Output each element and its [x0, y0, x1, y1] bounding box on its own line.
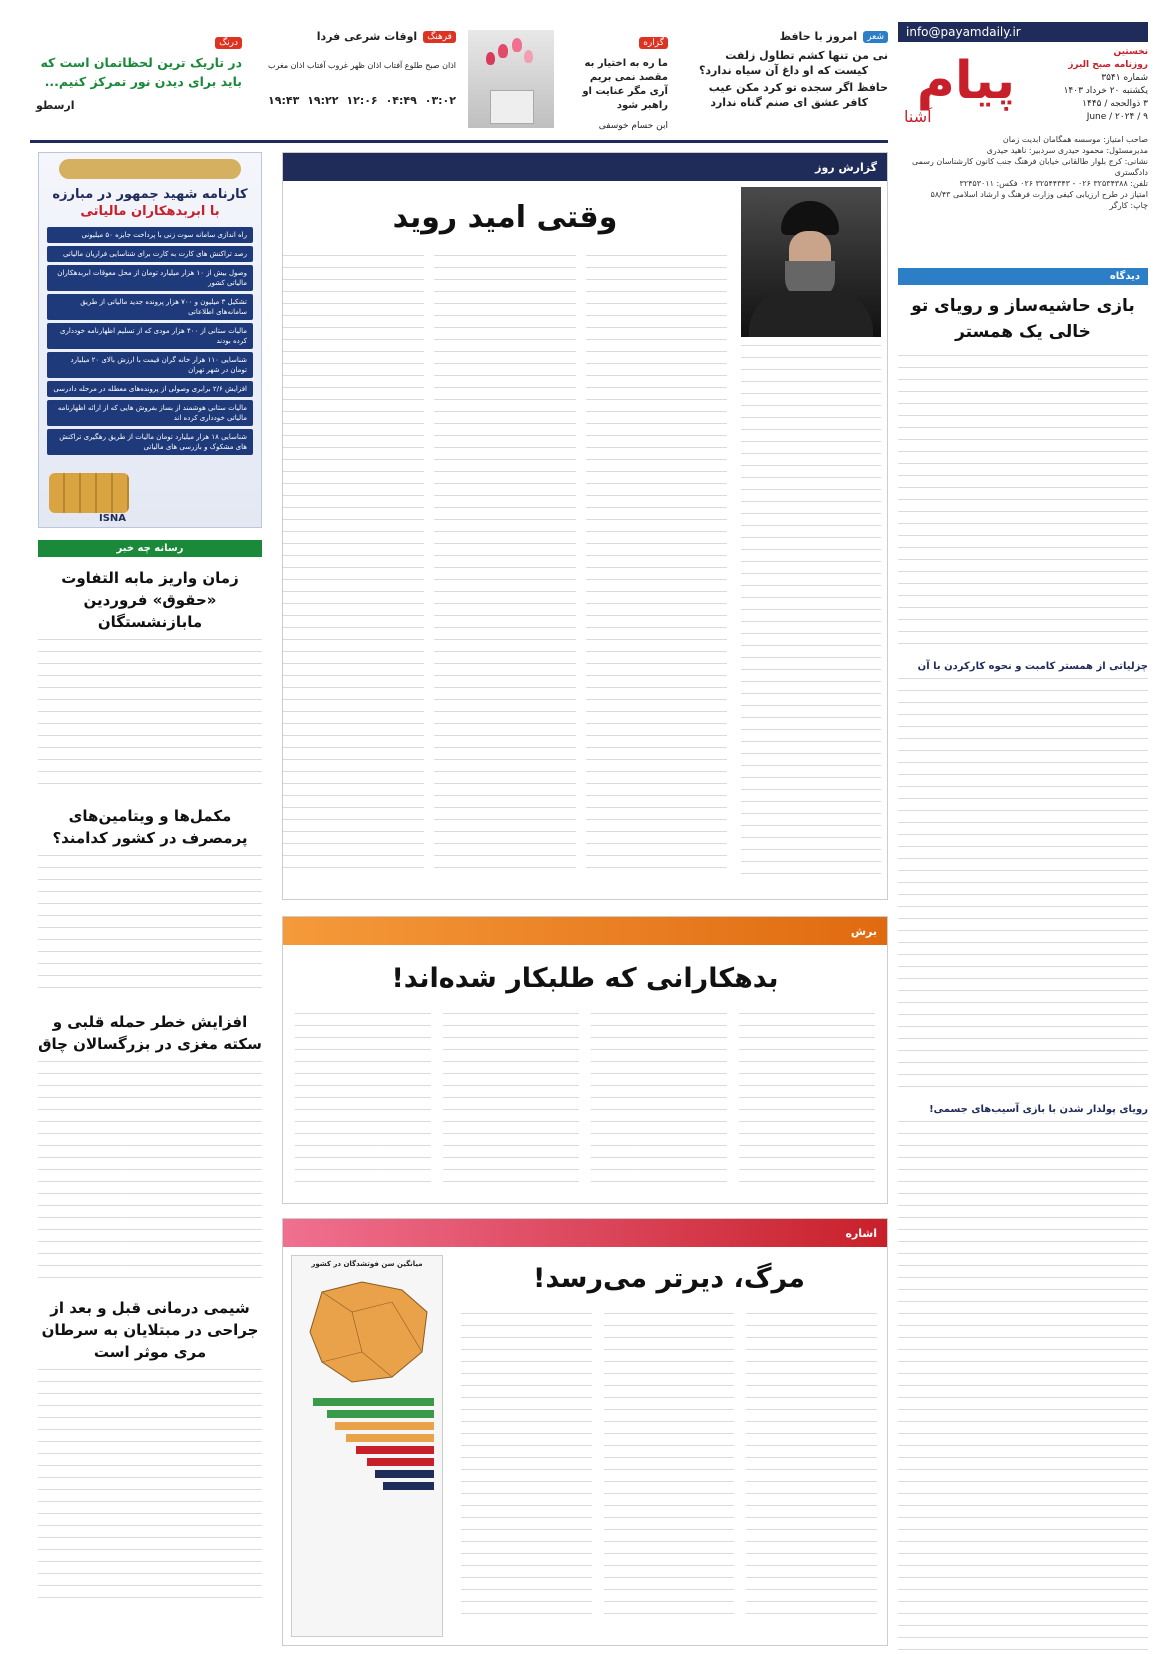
date-hijri: ۳ ذوالحجه / ۱۴۴۵ — [1082, 99, 1148, 109]
masthead — [898, 22, 1148, 258]
email-text[interactable]: info@payamdaily.ir — [906, 25, 1021, 39]
news-headline[interactable]: زمان واریز مابه التفاوت «حقوق» فروردین مابازنشستگان — [61, 569, 239, 631]
opinion-section-bar — [898, 268, 1148, 285]
credit-line: صاحب امتیاز: موسسه همگامان ابدیت زمان — [1002, 135, 1148, 144]
ad-item-text: افزایش ۲/۶ برابری وصولی از پرونده‌های معطله در مرحله دادرسی — [53, 385, 247, 393]
ad-item-text: شناسایی ۱۸ هزار میلیارد تومان مالیات از طریق رهگیری تراکنش های مشکوک و بازرسی های مالیاتی — [59, 433, 247, 451]
top-rule — [30, 140, 888, 143]
prayer-time: ۰۴:۴۹ — [385, 94, 417, 107]
news-headline[interactable]: شیمی درمانی قبل و بعد از جراحی در مبتلایان به سرطان مری موثر است — [41, 1299, 259, 1361]
news-column — [38, 540, 262, 1644]
infographic-bars — [300, 1398, 434, 1490]
eshareh-body — [461, 1313, 592, 1623]
ad-title-1: کارنامه شهید جمهور در مبارزه — [52, 187, 248, 202]
ad-coins-image — [49, 473, 129, 513]
ad-logo: ISNA — [99, 513, 127, 524]
eshareh-section — [282, 1218, 888, 1646]
prayer-title: اوقات شرعی فردا — [316, 30, 418, 43]
news-section-bar — [38, 540, 262, 557]
ad-item-text: شناسایی ۱۱۰ هزار خانه گران قیمت با ارزش بالای ۲۰ میلیارد تومان در شهر تهران — [70, 356, 247, 374]
news-section-label: رسانه چه خبر — [116, 543, 184, 554]
borsh-body — [739, 1013, 875, 1183]
ad-item — [47, 400, 253, 426]
logo — [898, 46, 1034, 124]
borsh-section-label: برش — [850, 924, 877, 938]
tulip-image — [468, 30, 554, 128]
ad-item-text: وصول بیش از ۱۰ هزار میلیارد تومان از محل معوقات ابربدهکاران مالیاتی کشور — [57, 269, 247, 287]
ad-item-text: مالیات ستانی هوشمند از بساز بفروش هایی که از ارائه اظهارنامه مالیاتی خودداری کرده اند — [57, 404, 247, 422]
date-en: ۹ / June / ۲۰۲۴ — [1086, 112, 1148, 122]
tagline1: نخستین — [1113, 47, 1148, 57]
news-body — [38, 1369, 262, 1599]
opinion-body — [898, 355, 1148, 655]
report-section-label: گزارش روز — [815, 160, 877, 174]
email-bar[interactable] — [898, 22, 1148, 42]
prayer-label: طلوع آفتاب — [383, 61, 423, 70]
logo-subtext: آشنا — [904, 107, 932, 126]
credit-line: تلفن: ۳۲۵۳۴۳۸۸ ۰۲۶ - ۳۲۵۴۴۳۴۳ ۰۲۶ فکس: ۳۲۴۵۳۰۱۱ — [959, 179, 1148, 188]
top-quote — [36, 30, 242, 130]
borsh-headline: بدهکارانی که طلبکار شده‌اند! — [391, 963, 779, 994]
opinion-subhead: چزلیاتی از همستر کامبت و نحوه کارکردن با آن — [917, 661, 1148, 672]
top-quote-badge: درنگ — [215, 37, 242, 49]
report-section-bar — [283, 153, 887, 181]
logo-text: پیام — [916, 51, 1016, 111]
prayer-time: ۰۳:۰۲ — [424, 94, 456, 107]
prayer-time: ۱۹:۴۳ — [268, 94, 300, 107]
issue-number: شماره ۳۵۴۱ — [1101, 73, 1148, 83]
credit-line: مدیرمسئول: محمود حیدری سردبیر: ناهید حیدری — [986, 146, 1148, 155]
prayer-values — [268, 94, 456, 107]
quote-box — [468, 30, 668, 130]
prayer-time: ۱۲:۰۶ — [346, 94, 378, 107]
hafez-line: نی من تنها کشم تطاول زلفت — [725, 49, 888, 62]
iran-map — [292, 1272, 442, 1392]
ad-item-text: تشکیل ۳ میلیون و ۷۰۰ هزار پرونده جدید مالیاتی از طریق سامانه‌های اطلاعاتی — [80, 298, 247, 316]
hafez-badge: شعر — [863, 31, 888, 43]
eshareh-section-label: اشاره — [845, 1226, 877, 1240]
prayer-label: اذان مغرب — [268, 61, 305, 70]
ad-emblem — [59, 159, 241, 179]
report-section — [282, 152, 888, 900]
prayer-time: ۱۹:۲۲ — [307, 94, 339, 107]
news-headline[interactable]: افزایش خطر حمله قلبی و سکته مغزی در بزرگسالان چاق — [38, 1013, 262, 1053]
prayer-badge: فرهنگ — [423, 31, 456, 43]
credit-line: چاپ: کارگر — [1109, 201, 1148, 210]
borsh-section — [282, 916, 888, 1204]
top-quote-text: در تاریک ترین لحظاتمان است که باید برای دیدن نور تمرکز کنیم... — [40, 55, 242, 89]
quote-line: ما ره به اختیار به مقصد نمی بریم — [584, 58, 668, 83]
ad-item — [47, 352, 253, 378]
ad-item — [47, 246, 253, 262]
eshareh-body — [604, 1313, 735, 1623]
borsh-body — [443, 1013, 579, 1183]
news-body — [38, 1061, 262, 1281]
hafez-box — [683, 30, 888, 130]
opinion-section-label: دیدگاه — [1109, 271, 1140, 282]
ad-item — [47, 227, 253, 243]
ad-item-text: مالیات ستانی از ۴۰۰ هزار مودی که از تسلیم اظهارنامه خودداری کرده بودند — [60, 327, 247, 345]
prayer-label: اذان صبح — [425, 61, 456, 70]
report-body — [434, 255, 575, 875]
borsh-body — [295, 1013, 431, 1183]
prayer-label: اذان ظهر — [350, 61, 382, 70]
news-body — [38, 639, 262, 789]
news-headline[interactable]: مکمل‌ها و ویتامین‌های پرمصرف در کشور کدامند؟ — [52, 807, 248, 847]
date-fa: یکشنبه ۲۰ خرداد ۱۴۰۳ — [1063, 86, 1148, 96]
credit-line: نشانی: کرج بلوار طالقانی خیابان فرهنگ جنب کانون کارشناسان رسمی دادگستری — [912, 157, 1148, 177]
opinion-body — [898, 678, 1148, 1098]
ad-item — [47, 323, 253, 349]
quote-author: ابن حسام خوسفی — [598, 121, 668, 131]
opinion-subhead: رویای پولدار شدن با بازی آسیب‌های جسمی! — [929, 1104, 1148, 1115]
credits — [898, 134, 1148, 211]
ad-item — [47, 265, 253, 291]
hafez-line: حافظ اگر سجده تو کرد مکن عیب — [708, 81, 888, 94]
prayer-times — [268, 30, 456, 130]
ad-item — [47, 429, 253, 455]
prayer-labels — [268, 61, 456, 70]
eshareh-section-bar — [283, 1219, 887, 1247]
borsh-section-bar — [283, 917, 887, 945]
ad-item-text: رصد تراکنش های کارت به کارت برای شناسایی فراریان مالیاتی — [63, 250, 247, 258]
hafez-heading: امروز با حافظ — [779, 30, 858, 43]
news-body — [38, 855, 262, 995]
report-body — [741, 345, 881, 885]
eshareh-body — [746, 1313, 877, 1623]
opinion-body — [898, 1121, 1148, 1654]
ad-item-text: راه اندازی سامانه سوت زنی با پرداخت جایزه ۵۰ میلیونی — [81, 231, 247, 239]
eshareh-infographic — [291, 1255, 443, 1637]
ad-title-2: با ابربدهکاران مالیاتی — [80, 204, 220, 219]
quote-badge: گزاره — [639, 37, 668, 49]
tax-ad — [38, 152, 262, 528]
ad-item — [47, 381, 253, 397]
quote-line: آری مگر عنایت او راهبر شود — [582, 86, 668, 111]
credit-line: امتیاز در طرح ارزیابی کیفی وزارت فرهنگ و ارشاد اسلامی ۵۸/۴۳ — [930, 190, 1148, 199]
infographic-title: میانگین سن فوتشدگان در کشور — [311, 1260, 423, 1268]
president-photo — [741, 187, 881, 337]
hafez-line: کافر عشق ای صنم گناه ندارد — [710, 96, 868, 109]
report-headline: وقتی امید روید — [392, 200, 618, 235]
ad-item — [47, 294, 253, 320]
report-body — [283, 255, 424, 875]
eshareh-headline: مرگ، دیرتر می‌رسد! — [533, 1263, 805, 1294]
tagline2: روزنامه صبح البرز — [1068, 60, 1148, 70]
hafez-line: کیست که او داغ آن سیاه ندارد؟ — [698, 64, 868, 77]
opinion-column — [898, 268, 1148, 1644]
borsh-body — [591, 1013, 727, 1183]
prayer-label: غروب آفتاب — [307, 61, 348, 70]
report-body — [586, 255, 727, 875]
opinion-headline: بازی حاشیه‌ساز و رویای تو خالی یک همستر — [911, 296, 1135, 342]
top-quote-author: ارسطو — [36, 99, 75, 112]
